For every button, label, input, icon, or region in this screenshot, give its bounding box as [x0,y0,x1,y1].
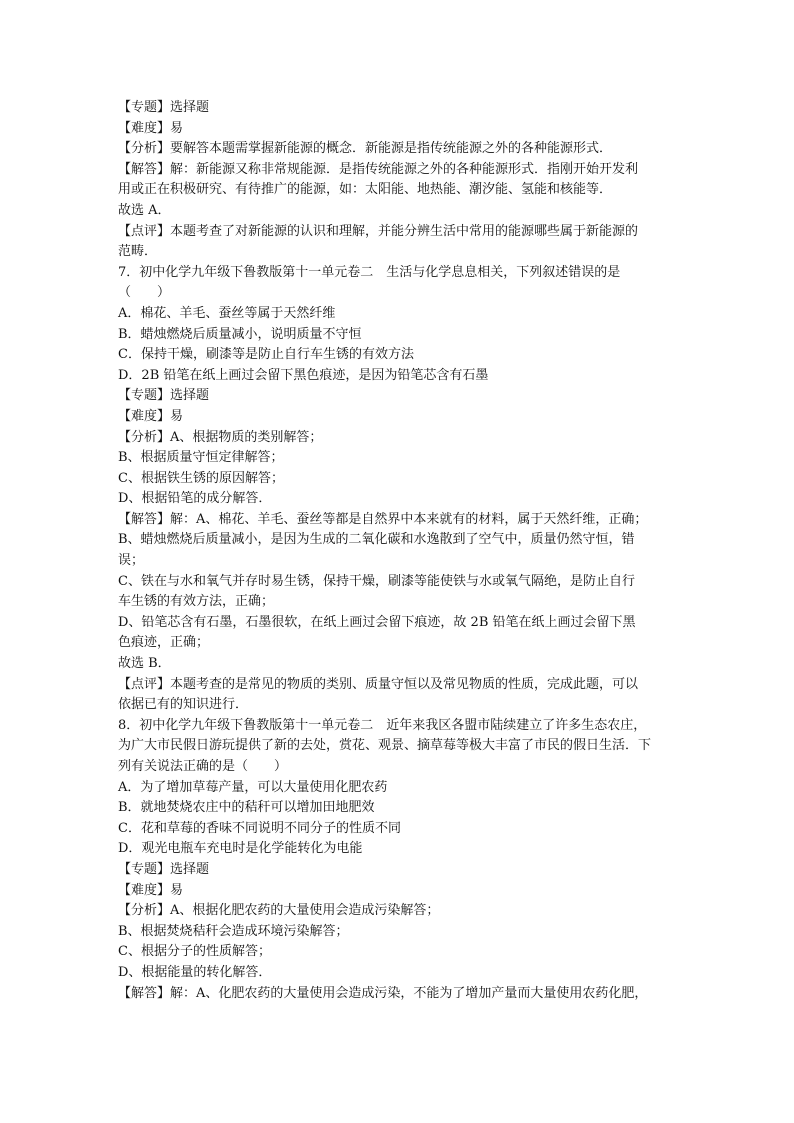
text-line: 故选 B． [118,656,171,672]
text-line: 【点评】本题考查的是常见的物质的类别、质量守恒以及常见物质的性质，完成此题，可以 [118,676,639,692]
text-line: 【专题】选择题 [118,100,210,115]
text-line: 【分析】要解答本题需掌握新能源的概念．新能源是指传统能源之外的各种能源形式． [118,141,613,157]
text-line: 【解答】解：A、棉花、羊毛、蚕丝等都是自然界中本来就有的材料，属于天然纤维，正确； [118,511,648,527]
document-page [118,98,678,1004]
text-line: D．观光电瓶车充电时是化学能转化为电能 [118,841,363,857]
text-line: C、铁在与水和氧气并存时易生锈，保持干燥，刷漆等能使铁与水或氧气隔绝，是防止自行 [118,573,635,589]
text-line: B．蜡烛燃烧后质量减小，说明质量不守恒 [118,326,362,342]
text-line: A．为了增加草莓产量，可以大量使用化肥农药 [118,779,388,795]
text-line: 列有关说法正确的是（ ） [118,759,288,774]
text-line: D、铅笔芯含有石墨，石墨很软，在纸上画过会留下痕迹，故 2B 铅笔在纸上画过会留下黑 [118,614,636,630]
text-line: 用或正在积极研究、有待推广的能源，如：太阳能、地热能、潮汐能、氢能和核能等． [118,182,613,198]
text-line: B、蜡烛燃烧后质量减小，是因为生成的二氧化碳和水逸散到了空气中，质量仍然守恒，错 [118,532,635,548]
text-line: 【点评】本题考查了对新能源的认识和理解，并能分辨生活中常用的能源哪些属于新能源的 [118,223,639,239]
text-line: C、根据铁生锈的原因解答； [118,470,284,486]
text-line: B．就地焚烧农庄中的秸秆可以增加田地肥效 [118,800,375,816]
text-line: 【专题】选择题 [118,388,210,404]
text-line: 8．初中化学九年级下鲁教版第十一单元卷二 近年来我区各盟市陆续建立了许多生态农庄， [118,717,647,733]
text-line: 范畴． [118,244,158,260]
text-line: 【解答】解：新能源又称非常规能源．是指传统能源之外的各种能源形式．指刚开始开发利 [118,161,639,177]
text-line: C．花和草莓的香味不同说明不同分子的性质不同 [118,820,401,836]
text-line: 【难度】易 [118,882,184,898]
text-line: 车生锈的有效方法，正确； [118,594,275,610]
text-line: B、根据质量守恒定律解答； [118,450,284,466]
text-line: 7．初中化学九年级下鲁教版第十一单元卷二 生活与化学息息相关，下列叙述错误的是 [118,264,621,280]
text-line: （ ） [118,285,171,301]
text-line: D．2B 铅笔在纸上画过会留下黑色痕迹，是因为铅笔芯含有石墨 [118,367,489,383]
text-line: 【难度】易 [118,120,184,136]
text-line: 依据已有的知识进行． [118,697,249,713]
text-line: C．保持干燥，刷漆等是防止自行车生锈的有效方法 [118,347,414,363]
text-line: 【分析】A、根据物质的类别解答； [118,429,323,445]
text-line: 【专题】选择题 [118,861,210,877]
text-line: 【分析】A、根据化肥农药的大量使用会造成污染解答； [118,903,440,919]
text-line: A．棉花、羊毛、蚕丝等属于天然纤维 [118,305,336,321]
text-line: D、根据能量的转化解答． [118,964,272,980]
text-line: 为广大市民假日游玩提供了新的去处，赏花、观景、摘草莓等极大丰富了市民的假日生活．下 [118,738,652,754]
text-line: 【解答】解：A、化肥农药的大量使用会造成污染，不能为了增加产量而大量使用农药化肥， [118,985,648,1001]
text-line: 误； [118,553,145,569]
text-line: B、根据焚烧秸秆会造成环境污染解答； [118,923,349,939]
text-line: 故选 A． [118,202,171,218]
text-line: 色痕迹，正确； [118,635,210,651]
text-line: D、根据铅笔的成分解答． [118,491,272,507]
text-line: C、根据分子的性质解答； [118,944,271,960]
text-line: 【难度】易 [118,408,184,424]
